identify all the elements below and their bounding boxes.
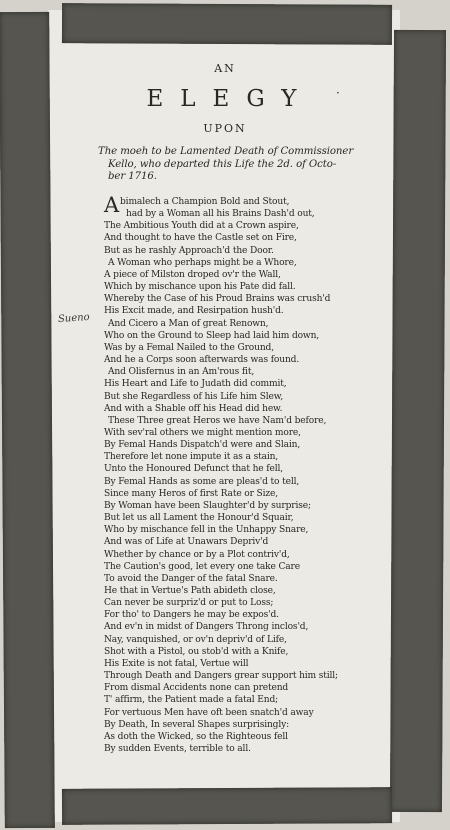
poem-line: Unto the Honoured Defunct that he fell, — [104, 464, 283, 475]
title-upon: UPON — [203, 122, 247, 135]
poem-line: Since many Heros of first Rate or Size, — [104, 488, 279, 499]
title-elegy: ELEGY — [146, 86, 314, 112]
poem-line: Therefore let none impute it as a stain, — [104, 452, 279, 463]
poem-line: Which by mischance upon his Pate did fall. — [104, 282, 296, 293]
poem-line: Shot with a Pistol, ou stob'd with a Knife, — [104, 646, 289, 657]
poem-line: had by a Woman all his Brains Dash'd out, — [126, 209, 315, 220]
poem-line: Whether by chance or by a Plot contriv'd, — [104, 549, 290, 560]
poem-line: Nay, vanquished, or ov'n depriv'd of Life, — [104, 634, 287, 645]
top-mounting-strip — [62, 3, 392, 45]
poem-line: These Three great Heros we have Nam'd before, — [108, 415, 327, 426]
right-mounting-strip — [390, 30, 446, 812]
poem-line: Who on the Ground to Sleep had laid him down, — [104, 330, 320, 341]
poem-line: From dismal Accidents none can pretend — [104, 683, 289, 694]
handwritten-margin-note: Sueno — [57, 311, 91, 326]
poem-line: His Exite is not fatal, Vertue will — [104, 658, 249, 669]
poem-line: Who by mischance fell in the Unhappy Snare, — [104, 525, 309, 536]
poem-line: By Femal Hands as some are pleas'd to tell, — [104, 476, 300, 487]
poem-body — [104, 193, 366, 755]
poem-line: But let us all Lament the Honour'd Squair, — [104, 513, 294, 524]
poem-line: By Death, In several Shapes surprisingly: — [104, 719, 290, 730]
poem-line: Whereby the Case of his Proud Brains was crush'd — [104, 294, 331, 305]
ink-mark: · — [336, 86, 340, 100]
poem-line: The Caution's good, let every one take Care — [104, 561, 300, 572]
poem-line: And Cicero a Man of great Renown, — [108, 318, 269, 329]
poem-line: Through Death and Dangers grear support him still; — [104, 671, 338, 682]
title-an: AN — [214, 62, 236, 75]
poem-line: The Ambitious Youth did at a Crown aspire, — [104, 221, 299, 232]
bottom-mounting-strip — [62, 787, 392, 825]
poem-line: T' affirm, the Patient made a fatal End; — [104, 695, 279, 706]
poem-line: And Olisfernus in an Am'rous fit, — [108, 367, 255, 378]
poem-line: Was by a Femal Nailed to the Ground, — [104, 342, 274, 353]
poem-line: For vertuous Men have oft been snatch'd away — [104, 707, 314, 718]
poem-line: And he a Corps soon afterwards was found. — [104, 355, 300, 366]
poem-line: But as he rashly Approach'd the Door. — [104, 245, 274, 256]
subtitle-line: Kello, who departed this Life the 2d. of Octo- — [108, 158, 337, 170]
subtitle-line: ber 1716. — [108, 171, 157, 183]
subtitle-line: The moeh to be Lamented Death of Commissioner — [98, 146, 354, 157]
subtitle — [98, 146, 360, 184]
poem-line: By Woman have been Slaughter'd by surprise; — [104, 500, 311, 511]
poem-line: As doth the Wicked, so the Righteous fell — [104, 731, 288, 742]
poem-line: Can never be surpriz'd or put to Loss; — [104, 598, 274, 609]
poem-line: And was of Life at Unawars Depriv'd — [104, 537, 269, 548]
poem-line: By sudden Events, terrible to all. — [104, 744, 251, 755]
poem-line: And thought to have the Castle set on Fire, — [104, 233, 297, 244]
poem-line: His Heart and Life to Judath did commit, — [104, 379, 287, 390]
poem-line: For tho' to Dangers he may be expos'd. — [104, 610, 279, 621]
poem-line: But she Regardless of his Life him Slew, — [104, 391, 284, 402]
poem-line: And ev'n in midst of Dangers Throng inclos'd, — [104, 622, 309, 633]
poem-line: By Femal Hands Dispatch'd were and Slain, — [104, 440, 301, 451]
poem-line-text: bimalech a Champion Bold and Stout, — [120, 197, 290, 207]
poem-line: With sev'ral others we might mention more, — [104, 427, 301, 438]
poem-line: A Woman who perhaps might be a Whore, — [108, 257, 297, 268]
poem-line: He that in Vertue's Path abideth close, — [104, 586, 276, 596]
poem-line: His Excit made, and Resirpation hush'd. — [104, 306, 284, 317]
drop-capital: A — [104, 193, 120, 217]
poem-line: And with a Shable off his Head did hew. — [104, 403, 283, 414]
poem-line: A piece of Milston droped ov'r the Wall, — [104, 269, 281, 280]
poem-line: To avoid the Danger of the fatal Snare. — [104, 573, 278, 584]
